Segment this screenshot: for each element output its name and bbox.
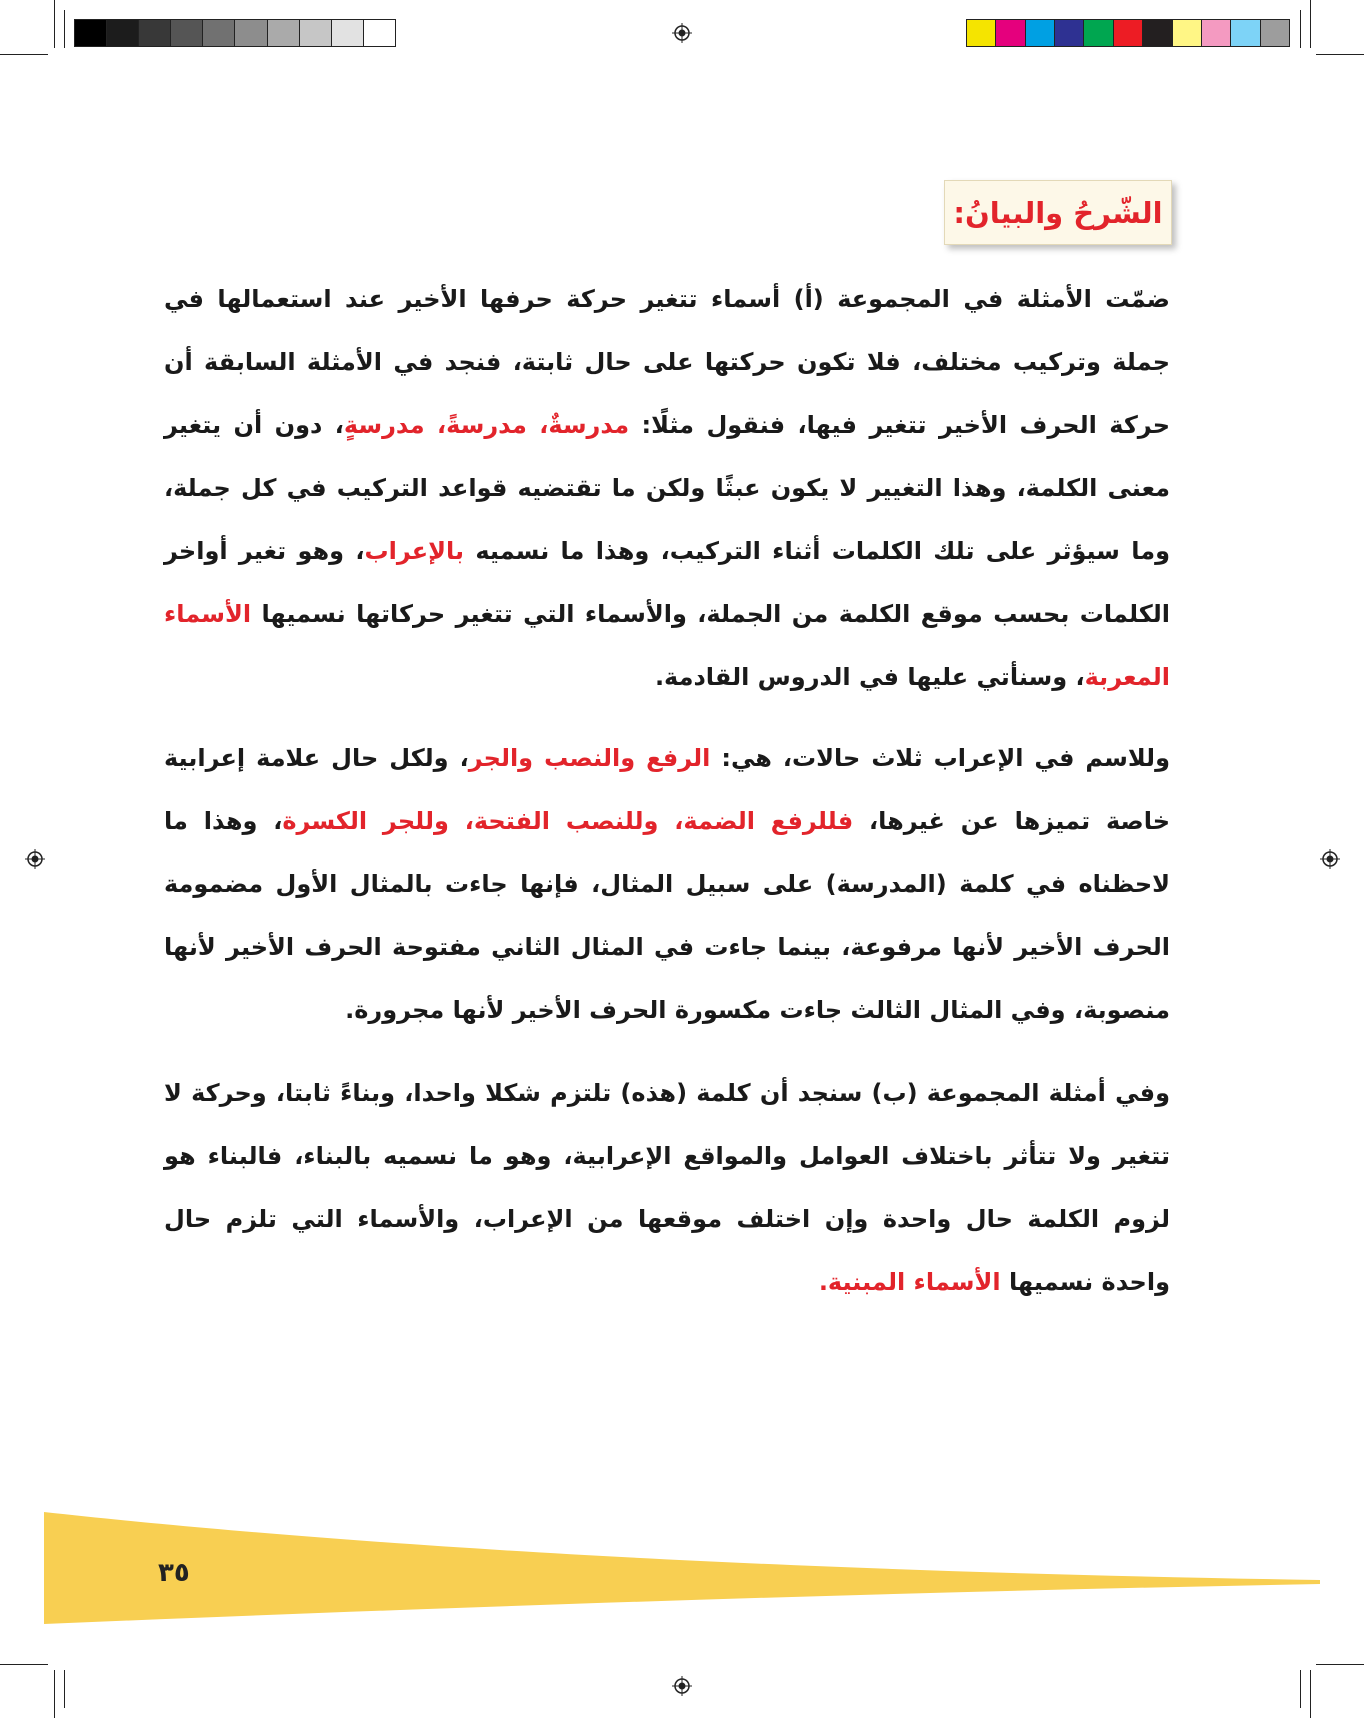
crop-mark [54, 0, 55, 48]
gray-swatch [267, 20, 299, 46]
registration-mark-icon [25, 849, 45, 869]
crop-mark [1300, 10, 1301, 48]
gray-swatch [363, 20, 395, 46]
gray-swatch [202, 20, 234, 46]
page-number: ٣٥ [158, 1558, 190, 1588]
color-swatch [1172, 20, 1201, 46]
crop-mark [1316, 54, 1364, 55]
text-run: وللاسم في الإعراب ثلاث حالات، هي: [710, 744, 1170, 772]
registration-mark-icon [672, 23, 692, 43]
registration-mark-icon [1320, 849, 1340, 869]
color-swatch [967, 20, 995, 46]
gray-swatch [106, 20, 138, 46]
section-heading: الشّرحُ والبيانُ: [953, 195, 1163, 230]
gray-swatch [170, 20, 202, 46]
gray-swatch [331, 20, 363, 46]
color-swatch [1230, 20, 1259, 46]
crop-mark [54, 1670, 55, 1718]
crop-mark [1310, 1670, 1311, 1718]
grayscale-calibration-bar [74, 19, 396, 47]
gray-swatch [234, 20, 266, 46]
text-run: ، دون أن يتغير معنى الكلمة، وهذا التغيير لا يكون عبثًا ولكن ما تقتضيه قواعد التركيب في كل جملة، وما سيؤثر على تلك الكلمات أثناء التركيب، وهذا ما نسميه [164, 411, 1170, 565]
color-swatch [1201, 20, 1230, 46]
highlighted-term: فللرفع الضمة، وللنصب الفتحة، وللجر الكسرة [282, 807, 854, 835]
text-run: ، وسنأتي عليها في الدروس القادمة. [654, 663, 1085, 691]
color-swatch [1260, 20, 1289, 46]
gray-swatch [138, 20, 170, 46]
color-swatch [1083, 20, 1112, 46]
section-heading-box [944, 180, 1172, 245]
text-run: ، ولكل حال علامة إعرابية خاصة تميزها عن غيرها، [164, 744, 1170, 835]
crop-mark [1310, 0, 1311, 48]
text-run: ضمّت الأمثلة في المجموعة (أ) أسماء تتغير حركة حرفها الأخير عند استعمالها في جملة وتركيب مختلف، فلا تكون حركتها على حال ثابتة، فنجد في الأمثلة السابقة أن حركة الحرف الأخير تتغير فيها، فنقول مثلًا: [164, 285, 1171, 439]
crop-mark [1300, 1670, 1301, 1708]
registration-mark-icon [672, 1676, 692, 1696]
color-swatch [1025, 20, 1054, 46]
gray-swatch [299, 20, 331, 46]
text-run: ، وهو تغير أواخر الكلمات بحسب موقع الكلمة من الجملة، والأسماء التي تتغير حركاتها نسميها [164, 537, 1170, 628]
color-swatch [1113, 20, 1142, 46]
crop-mark [64, 10, 65, 48]
paragraph-built-nouns [164, 1062, 1170, 1314]
color-swatch [1142, 20, 1171, 46]
color-swatch [995, 20, 1024, 46]
crop-mark [1316, 1664, 1364, 1665]
crop-mark [0, 1664, 48, 1665]
paragraph-cases [164, 727, 1170, 1042]
highlighted-term: مدرسةٌ، مدرسةً، مدرسةٍ [343, 411, 630, 439]
color-swatch [1054, 20, 1083, 46]
gray-swatch [75, 20, 106, 46]
text-run: وفي أمثلة المجموعة (ب) سنجد أن كلمة (هذه) تلتزم شكلا واحدا، وبناءً ثابتا، وحركة لا تتغير ولا تتأثر باختلاف العوامل والمواقع الإعرابية، وهو ما نسميه بالبناء، فالبناء هو لزوم الكلمة حال واحدة وإن اختلف موقعها من الإعراب، والأسماء التي تلزم حال واحدة نسميها [164, 1079, 1170, 1296]
highlighted-term: الأسماء المبنية. [818, 1268, 1001, 1296]
crop-mark [0, 54, 48, 55]
text-run: ، وهذا ما لاحظناه في كلمة (المدرسة) على سبيل المثال، فإنها جاءت بالمثال الأول مضمومة الحرف الأخير لأنها مرفوعة، بينما جاءت في المثال الثاني مفتوحة الحرف الأخير لأنها منصوبة، وفي المثال الثالث جاءت مكسورة الحرف الأخير لأنها مجرورة. [164, 807, 1170, 1024]
footer-band [0, 1500, 1364, 1630]
highlighted-term: الأسماء المعربة [164, 600, 1170, 691]
paragraph-intro [164, 268, 1170, 709]
highlighted-term: بالإعراب [364, 537, 465, 565]
highlighted-term: الرفع والنصب والجر [468, 744, 711, 772]
crop-mark [64, 1670, 65, 1708]
color-calibration-bar [966, 19, 1290, 47]
